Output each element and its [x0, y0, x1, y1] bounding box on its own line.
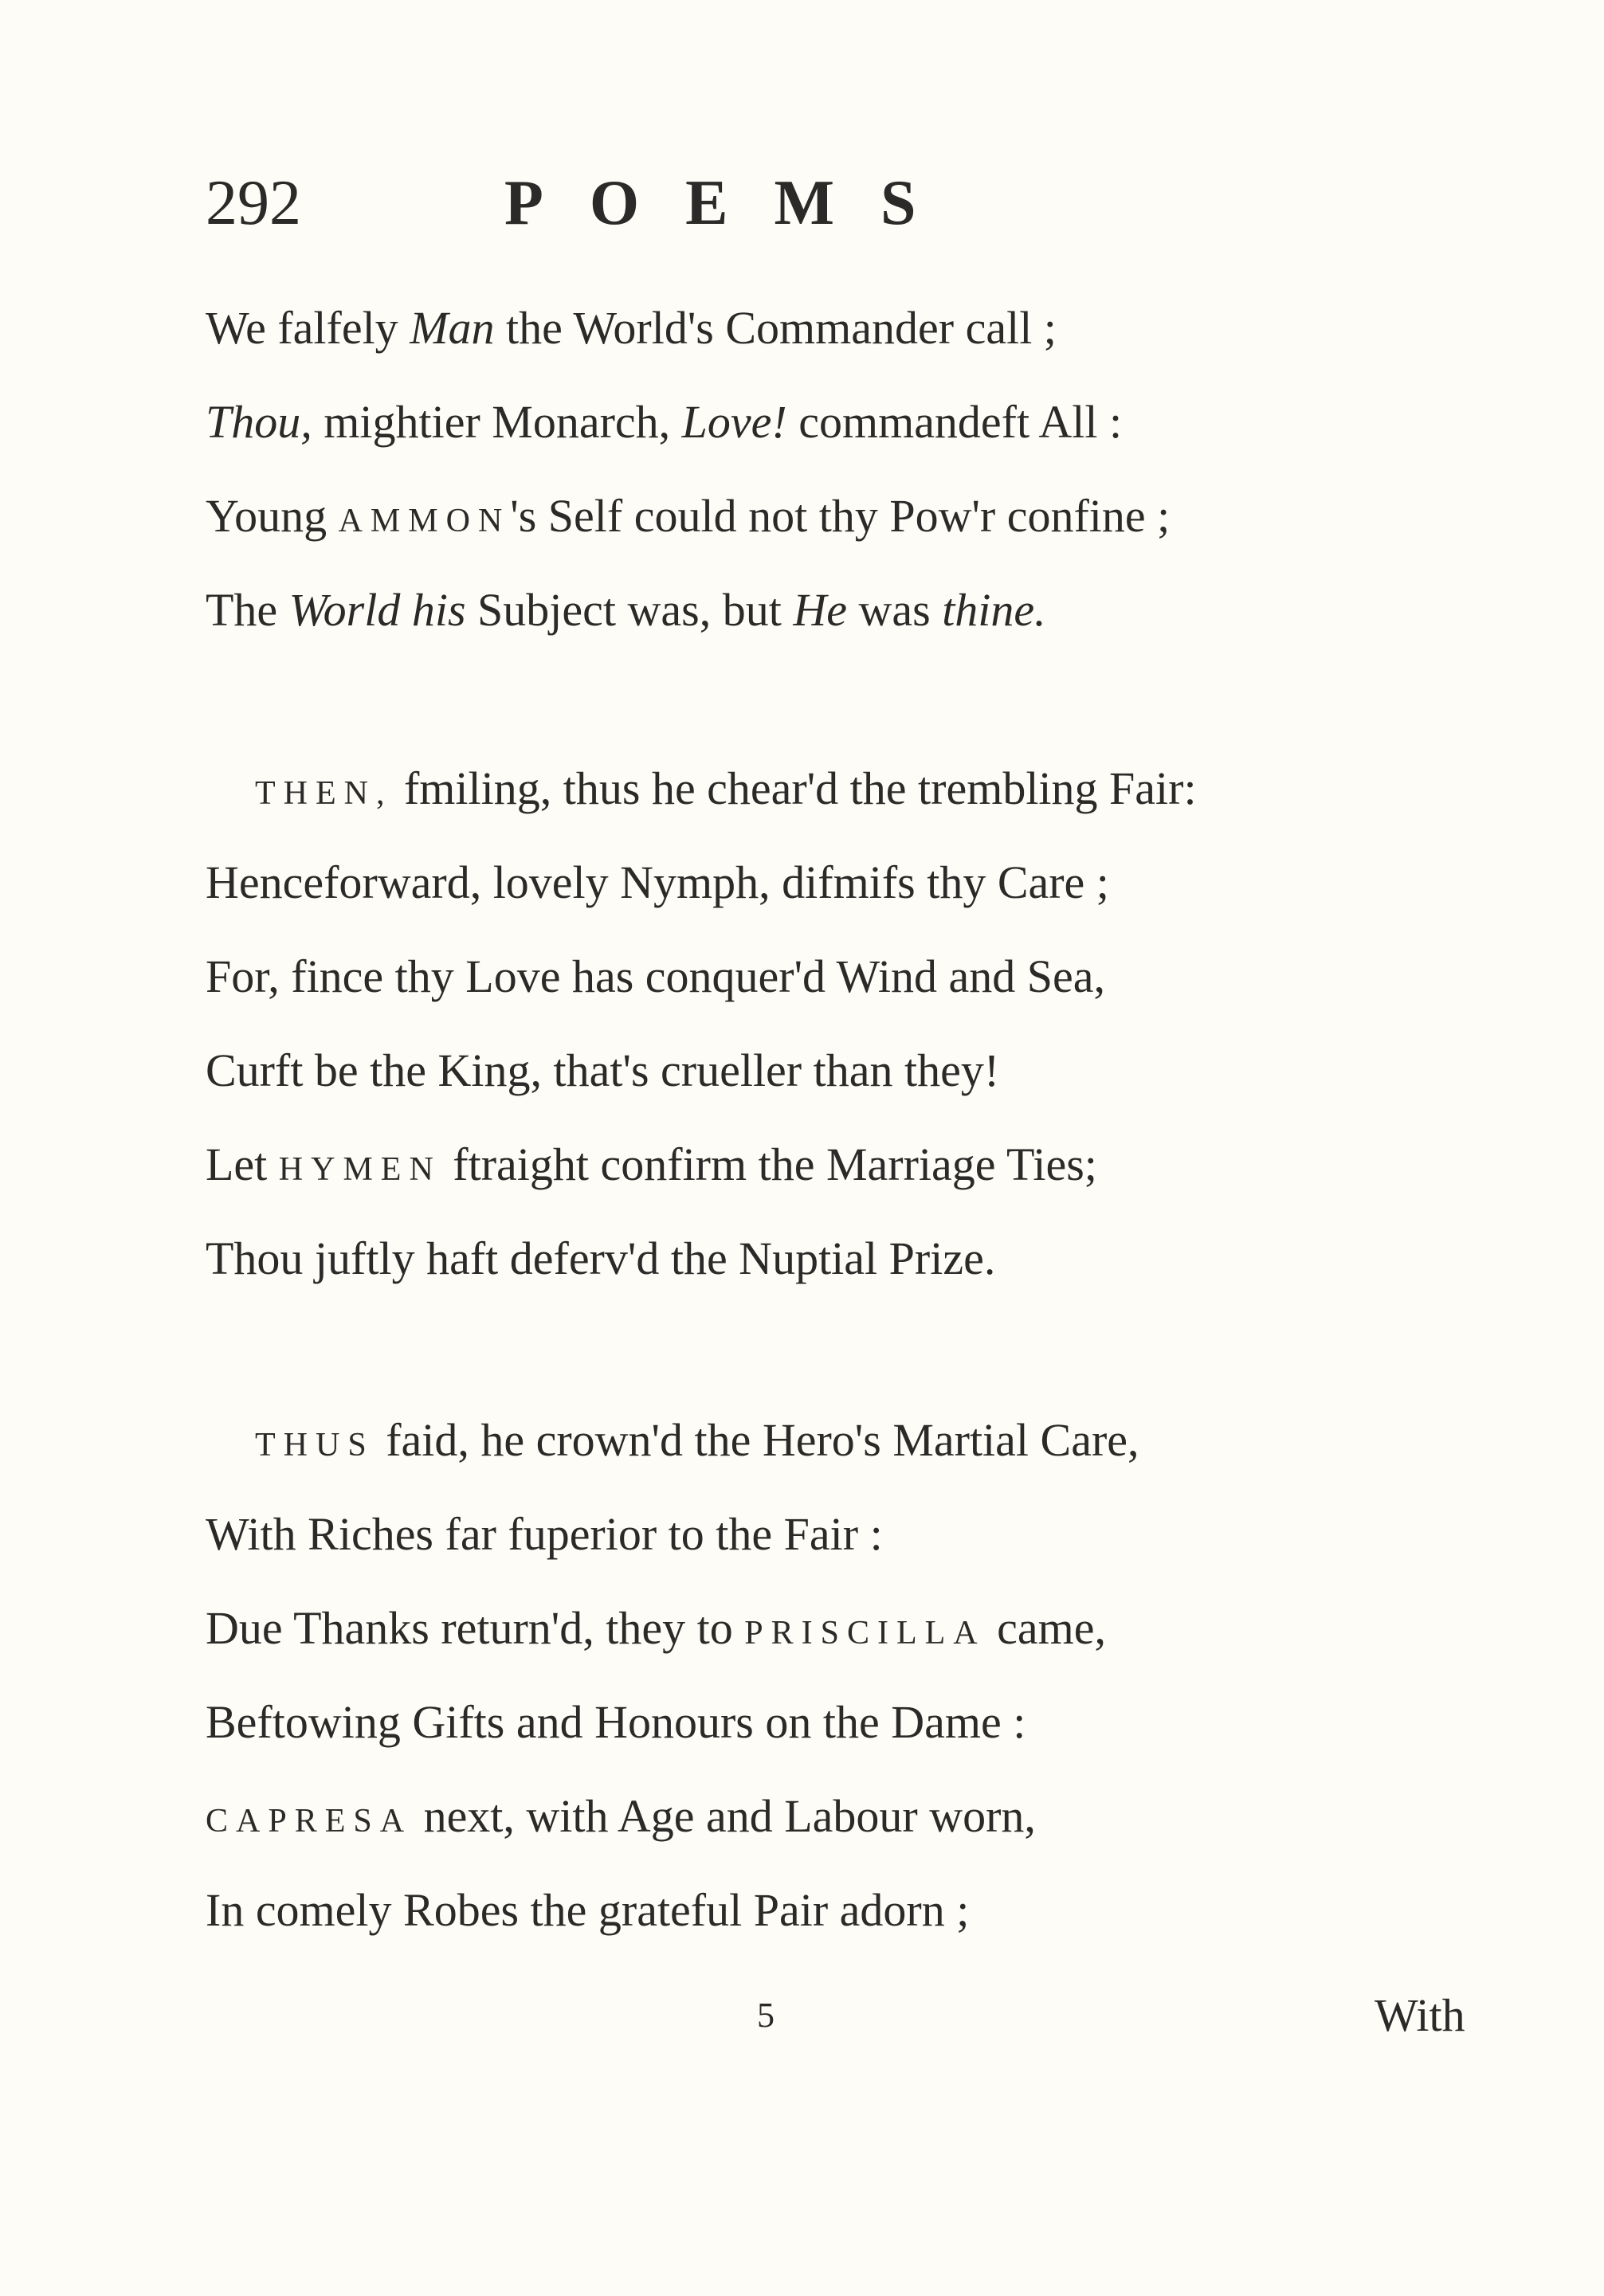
poem-line	[255, 757, 1197, 825]
text: commandeft All :	[786, 396, 1123, 448]
text: mightier Monarch,	[312, 396, 682, 448]
text: fmiling, thus he chear'd the trembling Fair:	[392, 762, 1197, 814]
text: We falfely	[206, 302, 410, 354]
text: 's Self could not thy Pow'r confine ;	[510, 490, 1171, 542]
poem-line	[206, 484, 1170, 553]
italic-text: Man	[410, 302, 495, 354]
text: faid, he crown'd the Hero's Martial Care,	[374, 1414, 1139, 1466]
poem-line	[206, 296, 1057, 360]
poem-line	[206, 1785, 1036, 1853]
poem-line	[206, 1597, 1106, 1665]
text: came,	[985, 1602, 1106, 1654]
small-caps-name: AMMON	[338, 503, 511, 539]
catchword: With	[1375, 1989, 1465, 2041]
text: Let	[206, 1138, 279, 1190]
text: Young	[206, 490, 339, 542]
italic-text: thine.	[942, 584, 1046, 636]
text: next, with Age and Labour worn,	[412, 1790, 1036, 1842]
poem-line	[206, 1133, 1097, 1201]
italic-text: Love!	[681, 396, 787, 448]
poem-line	[206, 578, 1046, 642]
small-caps-word: THEN,	[255, 775, 393, 812]
text: the World's Commander call ;	[494, 302, 1057, 354]
poem-line: With Riches far fuperior to the Fair :	[206, 1508, 883, 1560]
poem-line: Curft be the King, that's crueller than they!	[206, 1044, 1000, 1096]
poem-line: For, fince thy Love has conquer'd Wind and Sea,	[206, 950, 1105, 1002]
poem-line	[255, 1409, 1139, 1477]
italic-text: World his	[288, 584, 466, 636]
italic-text: He	[793, 584, 847, 636]
italic-text: Thou,	[206, 396, 312, 448]
text: Subject was, but	[465, 584, 794, 636]
small-caps-name: CAPRESA	[206, 1803, 413, 1840]
poem-line: Thou juftly haft deferv'd the Nuptial Prize.	[206, 1232, 996, 1284]
poem-line: Beftowing Gifts and Honours on the Dame :	[206, 1696, 1026, 1748]
page-header	[206, 159, 1401, 247]
text: ftraight confirm the Marriage Ties;	[441, 1138, 1097, 1190]
running-title: POEMS	[504, 168, 963, 238]
small-caps-word: THUS	[255, 1427, 375, 1463]
text: Due Thanks return'd, they to	[206, 1602, 745, 1654]
small-caps-name: HYMEN	[278, 1151, 441, 1188]
small-caps-name: PRISCILLA	[744, 1615, 986, 1651]
page-number: 292	[206, 168, 301, 238]
poem-line: Henceforward, lovely Nymph, difmifs thy Care ;	[206, 856, 1109, 908]
poem-line: In comely Robes the grateful Pair adorn ;	[206, 1884, 970, 1936]
text: was	[846, 584, 943, 636]
signature-mark: 5	[757, 1996, 775, 2035]
text: The	[206, 584, 289, 636]
poem-line	[206, 390, 1122, 454]
